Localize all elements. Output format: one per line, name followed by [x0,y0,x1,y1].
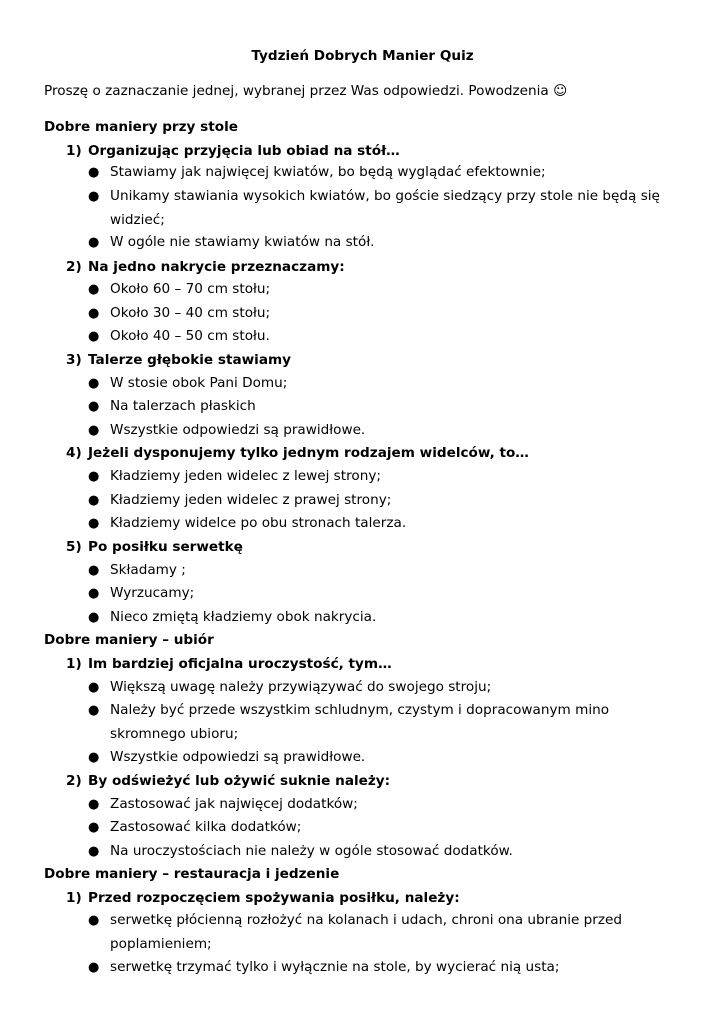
question-number: 2) [66,773,82,789]
bullet-icon: ● [88,165,100,180]
answer-option: ● Wyrzucamy; [88,582,678,606]
answer-option: ● serwetkę płócienną rozłożyć na kolanach i udach, chroni ona ubranie przed poplamieniem; [88,909,678,956]
bullet-icon: ● [88,563,100,578]
section-heading: Dobre maniery przy stole [44,119,238,135]
answer-option: ● Stawiamy jak najwięcej kwiatów, bo będą wyglądać efektownie; [88,161,678,185]
question-text: Na jedno nakrycie przeznaczamy: [88,259,345,275]
answer-option: ● Kładziemy jeden widelec z prawej strony; [88,489,678,513]
question [66,443,529,463]
bullet-icon: ● [88,797,100,812]
bullet-icon: ● [88,703,100,718]
answer-option: ● Na talerzach płaskich [88,395,678,419]
answer-option: ● Około 30 – 40 cm stołu; [88,302,678,326]
question [66,888,460,908]
answer-option: ● W ogóle nie stawiamy kwiatów na stół. [88,231,678,255]
answer-option: ● Większą uwagę należy przywiązywać do swojego stroju; [88,676,678,700]
question-text: Po posiłku serwetkę [88,539,243,555]
bullet-icon: ● [88,844,100,859]
bullet-icon: ● [88,680,100,695]
bullet-icon: ● [88,516,100,531]
bullet-icon: ● [88,399,100,414]
answer-option: ● Około 60 – 70 cm stołu; [88,278,678,302]
bullet-icon: ● [88,282,100,297]
bullet-icon: ● [88,820,100,835]
bullet-icon: ● [88,189,100,204]
quiz-title: Tydzień Dobrych Manier Quiz [251,48,474,64]
answer-option: ● Należy być przede wszystkim schludnym, czystym i dopracowanym mino skromnego ubioru; [88,699,678,746]
answer-option: ● Wszystkie odpowiedzi są prawidłowe. [88,419,678,443]
quiz-instructions: Proszę o zaznaczanie jednej, wybranej przez Was odpowiedzi. Powodzenia ☺ [44,83,568,99]
answer-option: ● Zastosować kilka dodatków; [88,816,678,840]
answer-option: ● Około 40 – 50 cm stołu. [88,325,678,349]
answer-option: ● Kładziemy widelce po obu stronach talerza. [88,512,678,536]
bullet-icon: ● [88,586,100,601]
question-number: 4) [66,445,82,461]
question-text: Talerze głębokie stawiamy [88,352,292,368]
bullet-icon: ● [88,493,100,508]
question [66,654,392,674]
question-text: By odświeżyć lub ożywić suknie należy: [88,773,391,789]
question-text: Jeżeli dysponujemy tylko jednym rodzajem widelców, to… [88,445,529,461]
question-number: 3) [66,352,82,368]
question-number: 1) [66,890,82,906]
answer-option: ● W stosie obok Pani Domu; [88,372,678,396]
answer-option: ● serwetkę trzymać tylko i wyłącznie na stole, by wycierać nią usta; [88,956,678,980]
bullet-icon: ● [88,469,100,484]
question [66,141,400,161]
answer-option: ● Kładziemy jeden widelec z lewej strony; [88,465,678,489]
answer-option: ● Unikamy stawiania wysokich kwiatów, bo goście siedzący przy stole nie będą się widzieć; [88,185,678,232]
question-number: 1) [66,143,82,159]
question-number: 2) [66,259,82,275]
answer-option: ● Nieco zmiętą kładziemy obok nakrycia. [88,606,678,630]
question [66,350,291,370]
bullet-icon: ● [88,610,100,625]
question-number: 1) [66,656,82,672]
answer-option: ● Zastosować jak najwięcej dodatków; [88,793,678,817]
question-text: Im bardziej oficjalna uroczystość, tym… [88,656,392,672]
bullet-icon: ● [88,235,100,250]
bullet-icon: ● [88,376,100,391]
bullet-icon: ● [88,960,100,975]
answer-option: ● Na uroczystościach nie należy w ogóle stosować dodatków. [88,840,678,864]
question [66,257,345,277]
question [66,771,390,791]
bullet-icon: ● [88,423,100,438]
bullet-icon: ● [88,329,100,344]
answer-option: ● Składamy ; [88,559,678,583]
question [66,537,243,557]
bullet-icon: ● [88,306,100,321]
section-heading: Dobre maniery – restauracja i jedzenie [44,866,340,882]
section-heading: Dobre maniery – ubiór [44,632,214,648]
bullet-icon: ● [88,750,100,765]
bullet-icon: ● [88,913,100,928]
question-text: Przed rozpoczęciem spożywania posiłku, należy: [88,890,460,906]
question-number: 5) [66,539,82,555]
question-text: Organizując przyjęcia lub obiad na stół… [88,143,400,159]
answer-option: ● Wszystkie odpowiedzi są prawidłowe. [88,746,678,770]
